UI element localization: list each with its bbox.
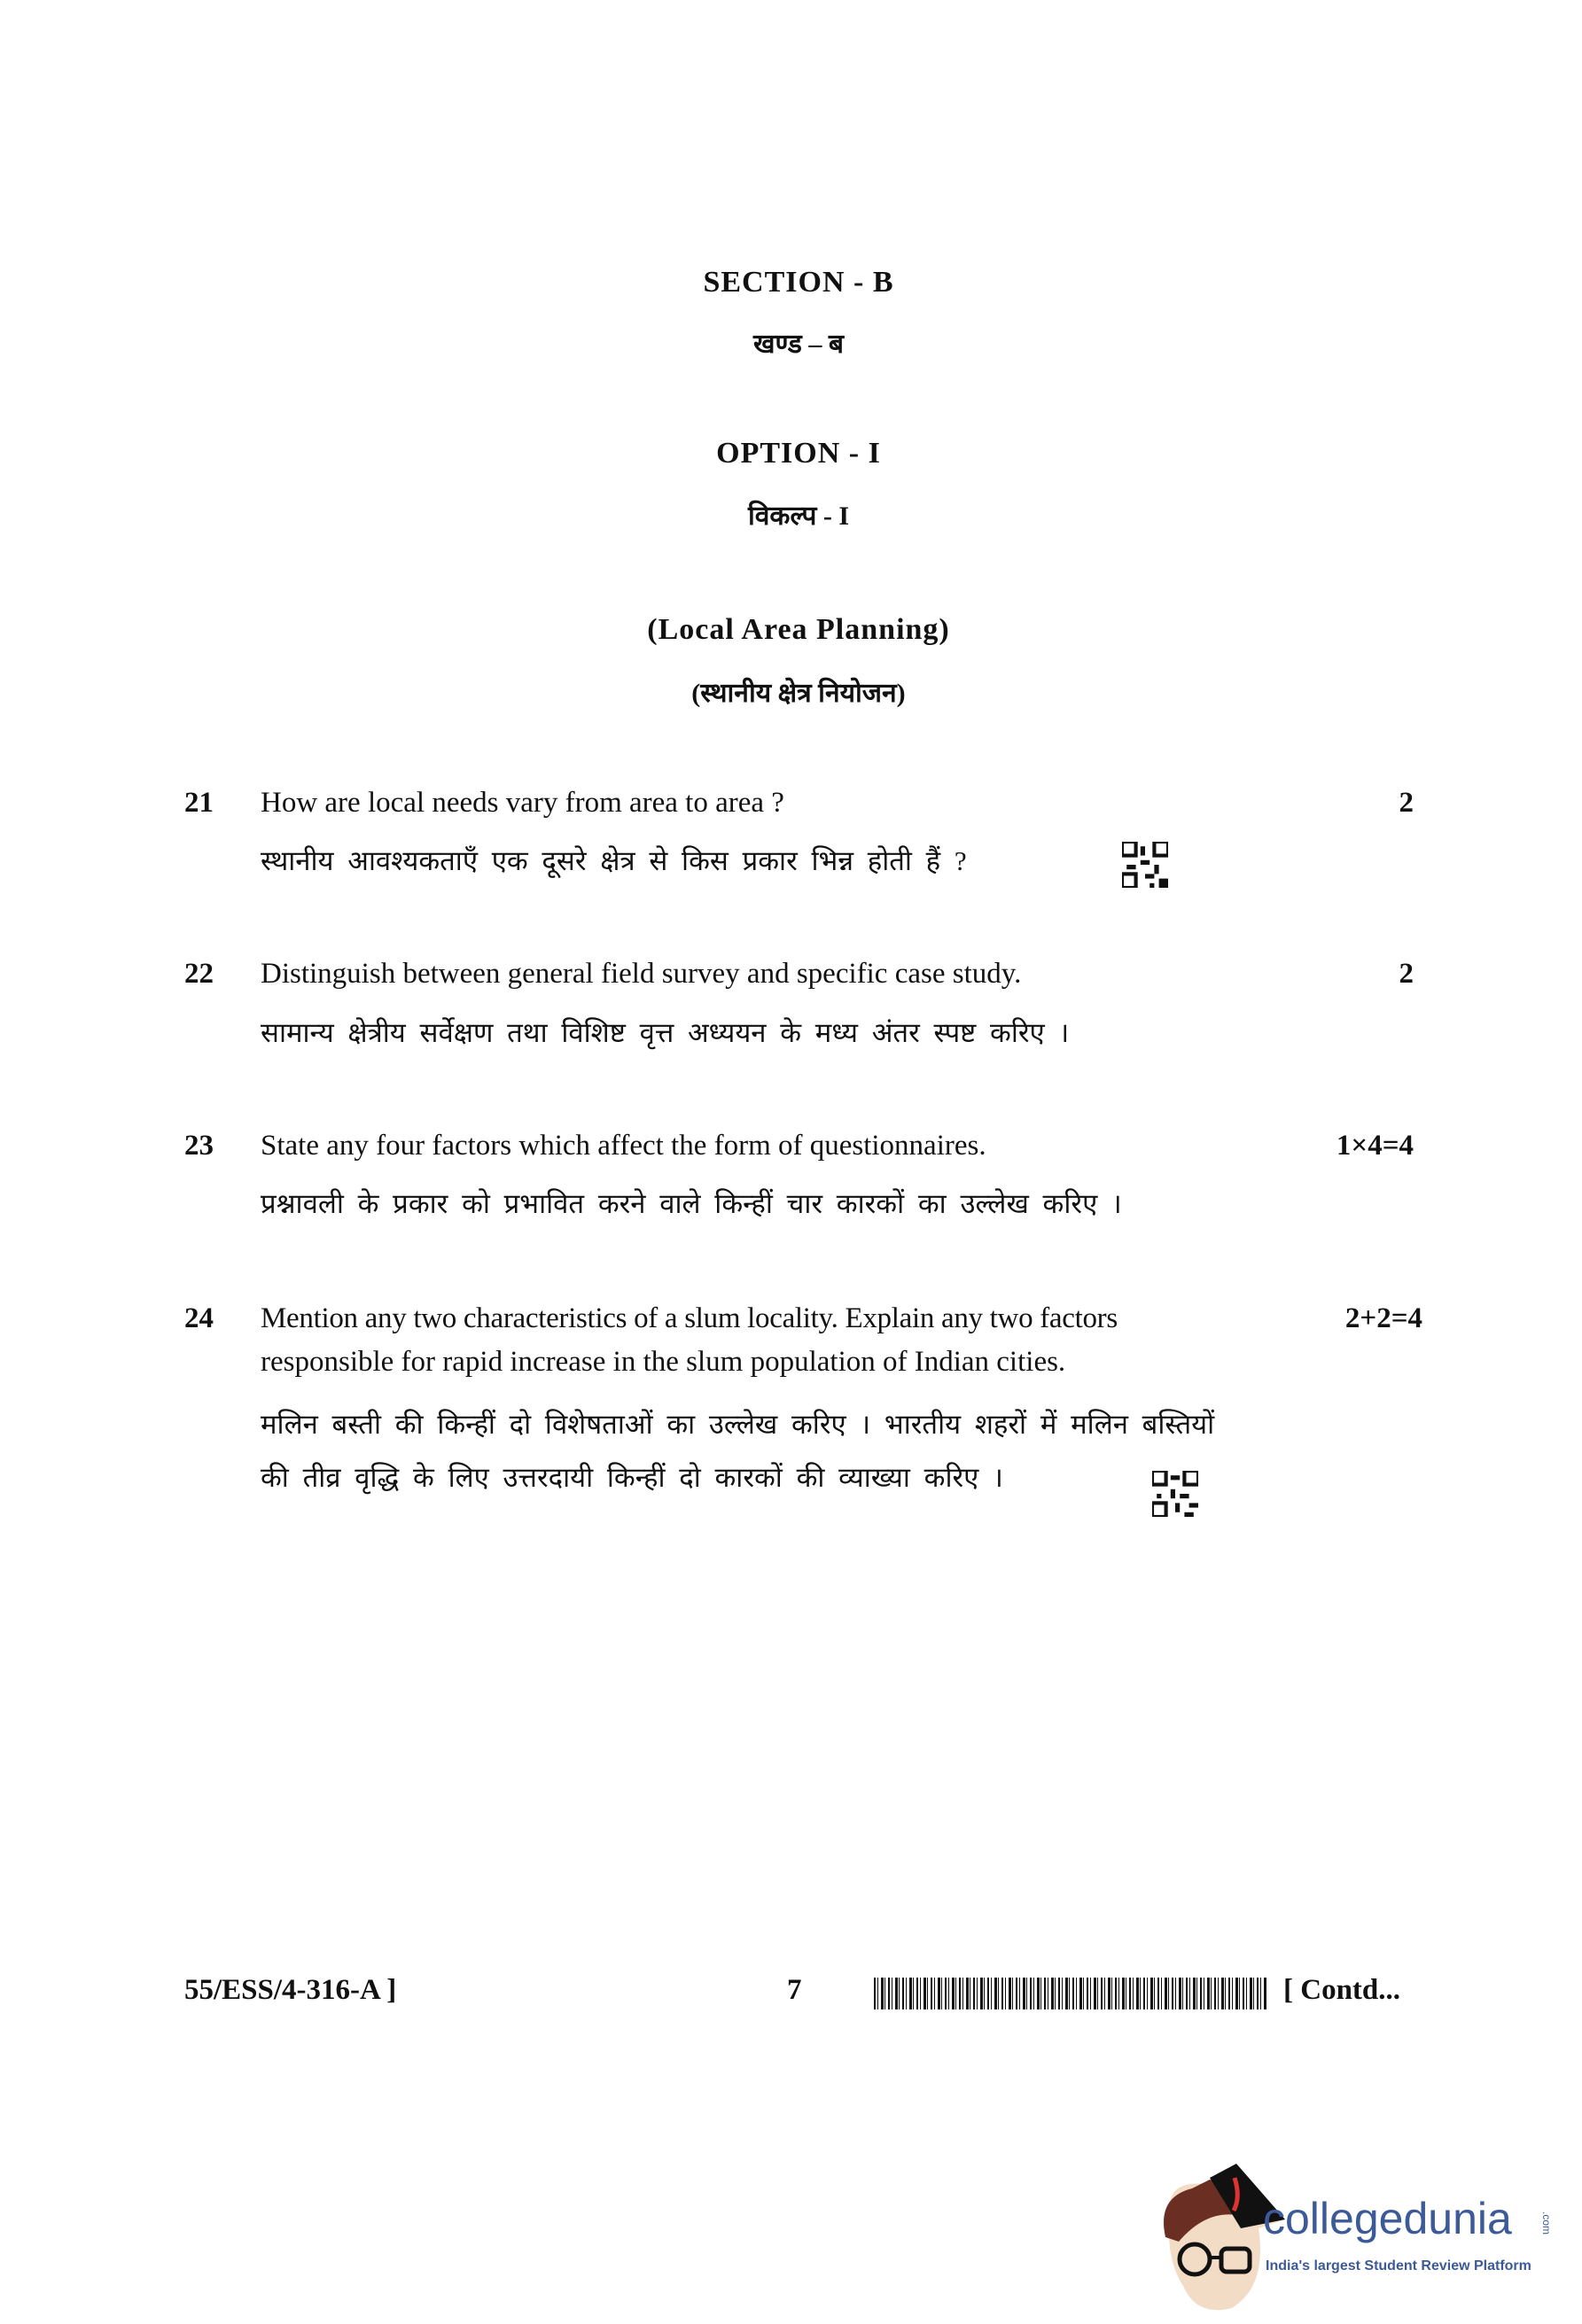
question-text-hindi: मलिन बस्ती की किन्हीं दो विशेषताओं का उल्लेख करिए । भारतीय शहरों में मलिन बस्तियों xyxy=(261,1409,1215,1440)
question-number: 22 xyxy=(184,958,214,990)
question-number: 21 xyxy=(184,787,214,819)
question-marks: 2 xyxy=(1399,958,1414,990)
question-marks: 2 xyxy=(1399,787,1414,819)
page-number: 7 xyxy=(787,1974,802,2006)
question-marks: 2+2=4 xyxy=(1344,1302,1422,1334)
question-marks: 1×4=4 xyxy=(1336,1130,1414,1162)
topic-title: (Local Area Planning) xyxy=(647,613,950,646)
question-text: How are local needs vary from area to area ? xyxy=(261,787,784,819)
option-title-hindi: विकल्प - I xyxy=(747,501,850,531)
question-number: 24 xyxy=(184,1302,214,1334)
watermark-suffix: .com xyxy=(1540,2211,1553,2235)
barcode-icon xyxy=(874,1978,1267,2009)
question-text: responsible for rapid increase in the slum population of Indian cities. xyxy=(261,1346,1066,1378)
question-text-hindi: प्रश्नावली के प्रकार को प्रभावित करने वाले किन्हीं चार कारकों का उल्लेख करिए । xyxy=(261,1188,1122,1219)
topic-title-hindi: (स्थानीय क्षेत्र नियोजन) xyxy=(691,679,906,708)
paper-code: 55/ESS/4-316-A ] xyxy=(184,1974,397,2006)
question-text-hindi: स्थानीय आवश्यकताएँ एक दूसरे क्षेत्र से किस प्रकार भिन्न होती हैं ? xyxy=(261,845,967,876)
question-text-hindi: सामान्य क्षेत्रीय सर्वेक्षण तथा विशिष्ट वृत्त अध्ययन के मध्य अंतर स्पष्ट करिए । xyxy=(261,1017,1070,1048)
qr-code-icon xyxy=(1152,1471,1198,1517)
question-text-hindi: की तीव्र वृद्धि के लिए उत्तरदायी किन्हीं दो कारकों की व्याख्या करिए । xyxy=(261,1462,1003,1493)
option-title: OPTION - I xyxy=(716,437,881,470)
watermark-tagline: India's largest Student Review Platform xyxy=(1266,2258,1531,2273)
question-text: State any four factors which affect the form of questionnaires. xyxy=(261,1130,986,1162)
watermark-brand: collegedunia xyxy=(1263,2194,1512,2243)
question-text: Distinguish between general field survey and specific case study. xyxy=(261,958,1022,990)
continued-label: [ Contd... xyxy=(1283,1974,1401,2006)
section-title: SECTION - B xyxy=(703,266,894,299)
question-text: Mention any two characteristics of a slum locality. Explain any two factors xyxy=(261,1302,1118,1334)
section-title-hindi: खण्ड – ब xyxy=(753,330,844,359)
question-number: 23 xyxy=(184,1130,214,1162)
qr-code-icon xyxy=(1122,842,1168,888)
